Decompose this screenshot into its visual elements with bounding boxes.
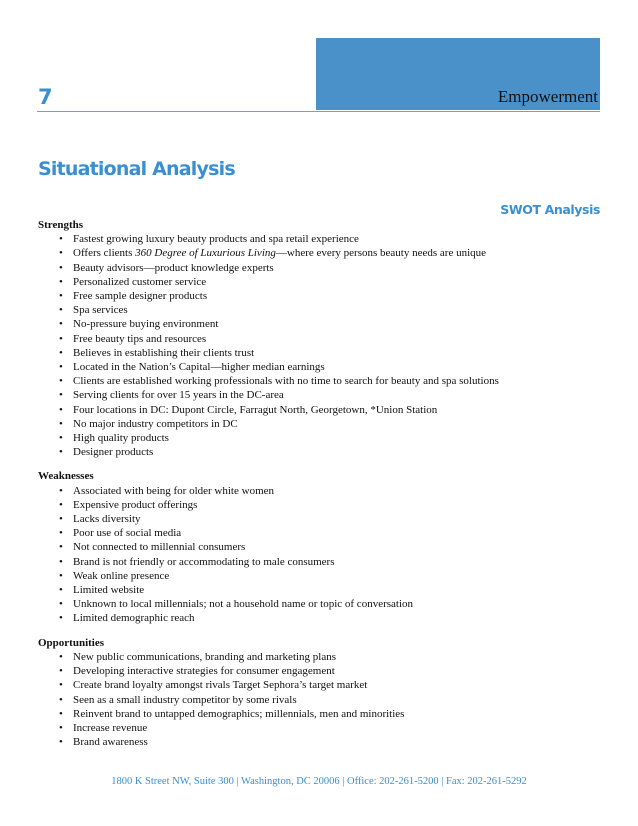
list-item-text: Increase revenue xyxy=(73,721,148,734)
bullet-icon: • xyxy=(59,484,63,497)
bullet-icon: • xyxy=(59,693,63,706)
bullet-icon: • xyxy=(59,555,63,568)
swot-content xyxy=(38,218,603,759)
bullet-icon: • xyxy=(59,650,63,663)
bullet-icon: • xyxy=(59,304,63,317)
list-item xyxy=(38,540,603,554)
list-item-text: Designer products xyxy=(73,446,154,459)
list-item xyxy=(38,498,603,512)
list-item-text: Expensive product offerings xyxy=(73,498,198,511)
bullet-icon: • xyxy=(59,375,63,388)
list-item-text: Free beauty tips and resources xyxy=(73,332,207,345)
section-heading: Situational Analysis xyxy=(38,158,235,180)
list-item-text: Weak online presence xyxy=(73,569,170,582)
list-item xyxy=(38,232,603,246)
list-item xyxy=(38,597,603,611)
list-item-text: Personalized customer service xyxy=(73,275,207,288)
list-item xyxy=(38,583,603,597)
list-item-text: Believes in establishing their clients trust xyxy=(73,346,255,359)
bullet-icon: • xyxy=(59,318,63,331)
list-item xyxy=(38,445,603,459)
list-item xyxy=(38,317,603,331)
list-item xyxy=(38,678,603,692)
bullet-icon: • xyxy=(59,417,63,430)
list-item xyxy=(38,707,603,721)
swot-group-weaknesses xyxy=(38,469,603,625)
bullet-icon: • xyxy=(59,541,63,554)
list-item-text: Free sample designer products xyxy=(73,290,208,303)
list-item xyxy=(38,555,603,569)
bullet-list xyxy=(38,650,603,749)
bullet-icon: • xyxy=(59,527,63,540)
bullet-icon: • xyxy=(59,665,63,678)
list-item-text: Associated with being for older white women xyxy=(73,484,275,497)
footer-address: 1800 K Street NW, Suite 300 | Washington, DC 20006 | Office: 202-261-5200 | Fax: 202-261-5292 xyxy=(111,776,527,787)
list-item xyxy=(38,431,603,445)
list-item xyxy=(38,526,603,540)
bullet-icon: • xyxy=(59,332,63,345)
group-title: Weaknesses xyxy=(38,470,94,483)
list-item-text: Unknown to local millennials; not a household name or topic of conversation xyxy=(73,598,414,611)
list-item-text: Seen as a small industry competitor by some rivals xyxy=(73,693,297,706)
bullet-icon: • xyxy=(59,569,63,582)
list-item-text: Create brand loyalty amongst rivals Target Sephora’s target market xyxy=(73,679,368,692)
list-item-text: Not connected to millennial consumers xyxy=(73,541,246,554)
swot-subheading: SWOT Analysis xyxy=(500,202,600,217)
swot-group-strengths xyxy=(38,218,603,459)
list-item-text: Brand is not friendly or accommodating to male consumers xyxy=(73,555,335,568)
bullet-icon: • xyxy=(59,612,63,625)
header-divider xyxy=(37,111,600,112)
list-item-text: No major industry competitors in DC xyxy=(73,417,238,430)
list-item-text: Developing interactive strategies for consumer engagement xyxy=(73,665,335,678)
bullet-icon: • xyxy=(59,679,63,692)
list-item xyxy=(38,664,603,678)
list-item xyxy=(38,332,603,346)
swot-group-opportunities xyxy=(38,636,603,750)
bullet-list xyxy=(38,232,603,459)
bullet-icon: • xyxy=(59,275,63,288)
list-item xyxy=(38,403,603,417)
bullet-icon: • xyxy=(59,261,63,274)
list-item xyxy=(38,246,603,260)
list-item-text: Limited website xyxy=(73,584,145,597)
list-item-text: Four locations in DC: Dupont Circle, Farragut North, Georgetown, *Union Station xyxy=(73,403,438,416)
list-item-text: Spa services xyxy=(73,304,128,317)
list-item xyxy=(38,417,603,431)
bullet-icon: • xyxy=(59,247,63,260)
list-item xyxy=(38,346,603,360)
list-item-text: New public communications, branding and marketing plans xyxy=(73,650,337,663)
list-item-text: Reinvent brand to untapped demographics; millennials, men and minorities xyxy=(73,707,405,720)
list-item xyxy=(38,569,603,583)
list-item-text: Serving clients for over 15 years in the DC-area xyxy=(73,389,284,402)
list-item xyxy=(38,261,603,275)
list-item-text: Clients are established working professionals with no time to search for beauty and spa solutions xyxy=(73,375,499,388)
list-item xyxy=(38,735,603,749)
list-item xyxy=(38,512,603,526)
bullet-icon: • xyxy=(59,584,63,597)
bullet-icon: • xyxy=(59,346,63,359)
bullet-icon: • xyxy=(59,721,63,734)
list-item-text: Offers clients 360 Degree of Luxurious Living—where every persons beauty needs are unique xyxy=(73,247,487,260)
bullet-icon: • xyxy=(59,598,63,611)
bullet-icon: • xyxy=(59,361,63,374)
bullet-icon: • xyxy=(59,446,63,459)
group-title: Opportunities xyxy=(38,636,105,649)
bullet-icon: • xyxy=(59,403,63,416)
list-item xyxy=(38,650,603,664)
bullet-icon: • xyxy=(59,432,63,445)
list-item xyxy=(38,289,603,303)
group-title: Strengths xyxy=(38,219,84,231)
list-item-text: Located in the Nation’s Capital—higher median earnings xyxy=(73,361,325,374)
bullet-icon: • xyxy=(59,498,63,511)
list-item-text: Brand awareness xyxy=(73,736,148,749)
list-item-text: Beauty advisors—product knowledge experts xyxy=(73,261,274,274)
list-item-text: High quality products xyxy=(73,432,169,445)
header-title: Empowerment xyxy=(497,87,598,106)
list-item-text: Lacks diversity xyxy=(73,513,141,526)
bullet-icon: • xyxy=(59,513,63,526)
list-item xyxy=(38,721,603,735)
list-item-text: No-pressure buying environment xyxy=(73,318,219,331)
list-item xyxy=(38,374,603,388)
bullet-icon: • xyxy=(59,290,63,303)
list-item xyxy=(38,693,603,707)
list-item-text: Limited demographic reach xyxy=(73,612,195,625)
bullet-icon: • xyxy=(59,707,63,720)
bullet-icon: • xyxy=(59,233,63,246)
list-item xyxy=(38,303,603,317)
bullet-list xyxy=(38,484,603,626)
list-item xyxy=(38,360,603,374)
list-item xyxy=(38,611,603,625)
bullet-icon: • xyxy=(59,389,63,402)
list-item xyxy=(38,388,603,402)
list-item-text: Fastest growing luxury beauty products and spa retail experience xyxy=(73,233,359,246)
bullet-icon: • xyxy=(59,736,63,749)
list-item xyxy=(38,484,603,498)
list-item-text: Poor use of social media xyxy=(73,527,182,540)
list-item xyxy=(38,275,603,289)
page-number: 7 xyxy=(38,85,53,109)
